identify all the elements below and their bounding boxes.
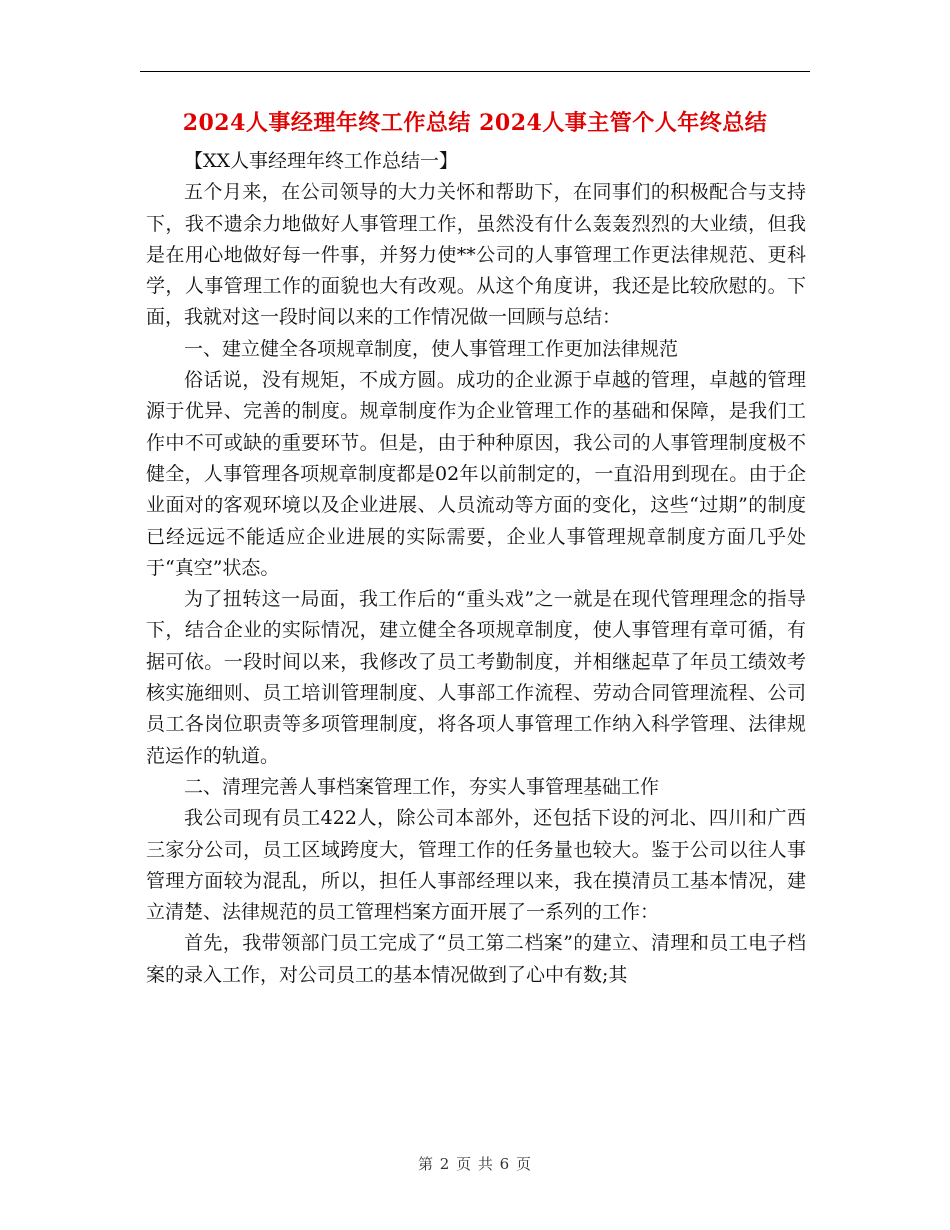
paragraph: 我公司现有员工422人，除公司本部外，还包括下设的河北、四川和广西三家分公司，员工区域跨度大，管理工作的任务量也较大。鉴于公司以往人事管理方面较为混乱，所以，担任人事部经理以来，我在摸清员工基本情况，建立清楚、法律规范的员工管理档案方面开展了一系列的工作： — [146, 807, 806, 924]
paragraph: 为了扭转这一局面，我工作后的“重头戏”之一就是在现代管理理念的指导下，结合企业的实际情况，建立健全各项规章制度，使人事管理有章可循，有据可依。一段时间以来，我修改了员工考勤制度，并相继起草了年员工绩效考核实施细则、员工培训管理制度、人事部工作流程、劳动合同管理流程、公司员工各岗位职责等多项管理制度，将各项人事管理工作纳入科学管理、法律规范运作的轨道。 — [146, 588, 806, 767]
paragraph: 俗话说，没有规矩，不成方圆。成功的企业源于卓越的管理，卓越的管理源于优异、完善的制度。规章制度作为企业管理工作的基础和保障，是我们工作中不可或缺的重要环节。但是，由于种种原因，我公司的人事管理制度极不健全，人事管理各项规章制度都是02年以前制定的，一直沿用到现在。由于企业面对的客观环境以及企业进展、人员流动等方面的变化，这些“过期”的制度已经远远不能适应企业进展的实际需要，企业人事管理规章制度方面几乎处于“真空”状态。 — [146, 369, 806, 579]
subheading: 一、建立健全各项规章制度，使人事管理工作更加法律规范 — [184, 337, 679, 360]
document-body — [146, 146, 806, 991]
document-title: 2024人事经理年终工作总结 2024人事主管个人年终总结 — [182, 110, 768, 136]
page-number: 第 2 页 共 6 页 — [418, 1155, 532, 1173]
paragraph: 首先，我带领部门员工完成了“员工第二档案”的建立、清理和员工电子档案的录入工作，对公司员工的基本情况做到了心中有数;其 — [146, 932, 806, 986]
paragraph: 五个月来，在公司领导的大力关怀和帮助下，在同事们的积极配合与支持下，我不遗余力地做好人事管理工作，虽然没有什么轰轰烈烈的大业绩，但我是在用心地做好每一件事，并努力使**公司的人事管理工作更法律规范、更科学，人事管理工作的面貌也大有改观。从这个角度讲，我还是比较欣慰的。下面，我就对这一段时间以来的工作情况做一回顾与总结： — [146, 181, 806, 329]
subheading: 二、清理完善人事档案管理工作，夯实人事管理基础工作 — [184, 775, 660, 798]
header-rule — [140, 71, 810, 72]
section-heading: 【XX人事经理年终工作总结一】 — [184, 150, 459, 172]
